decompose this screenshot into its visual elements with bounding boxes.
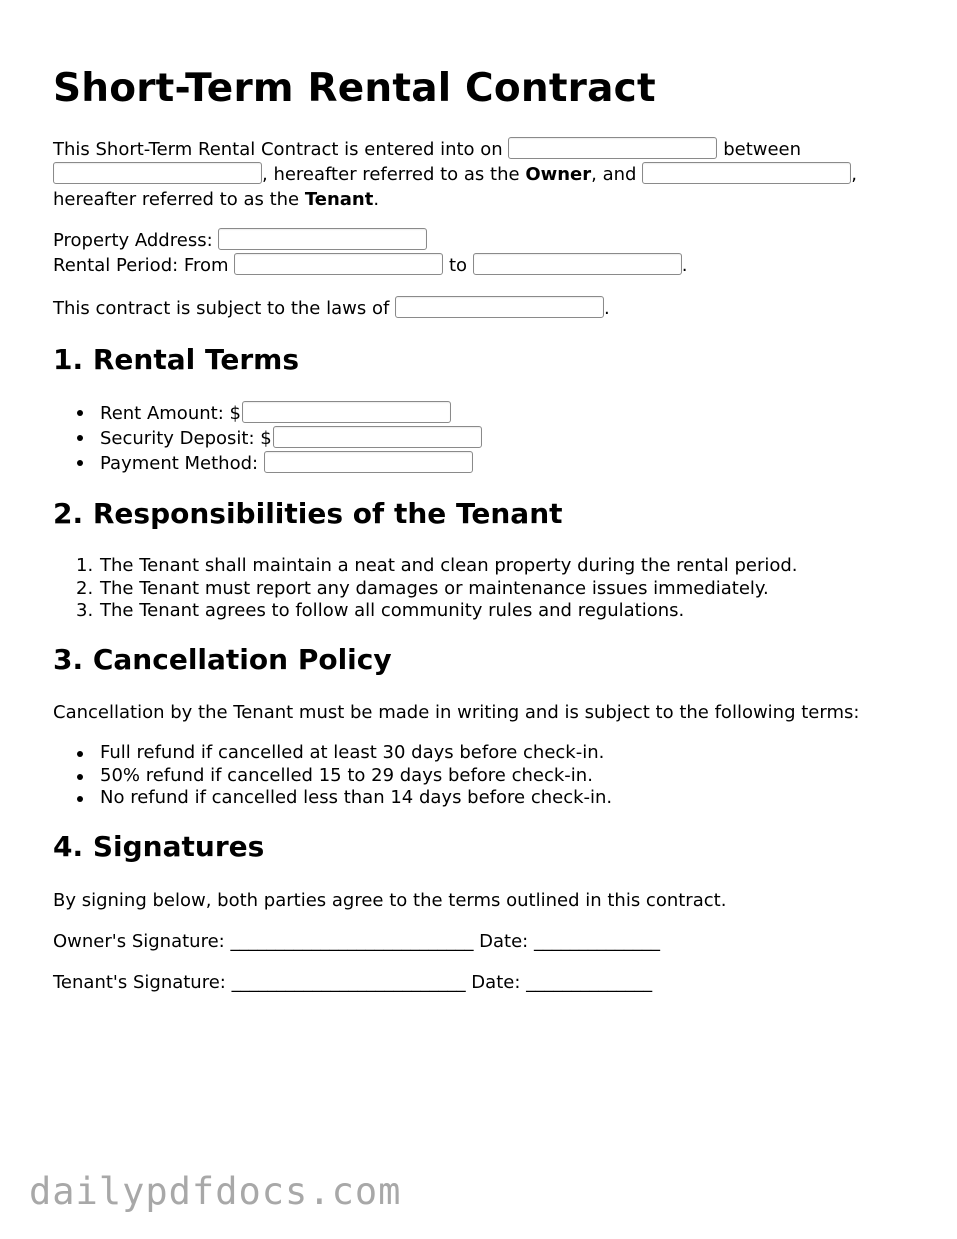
tenant-signature-line: Tenant's Signature: __________________________ Date: ______________ — [53, 972, 653, 993]
page-title: Short-Term Rental Contract — [53, 66, 656, 111]
signatures-intro: By signing below, both parties agree to the terms outlined in this contract. — [53, 890, 727, 911]
list-item — [53, 555, 798, 578]
list-item — [53, 578, 798, 601]
intro-text: between — [723, 139, 802, 160]
jurisdiction-field[interactable] — [395, 296, 604, 318]
item-number: 3. — [76, 600, 94, 621]
item-text: The Tenant must report any damages or maintenance issues immediately. — [100, 577, 769, 599]
item-number: 2. — [76, 577, 94, 599]
list-item — [53, 451, 482, 476]
item-text: The Tenant agrees to follow all community rules and regulations. — [100, 600, 685, 621]
rental-period-from-label: Rental Period: From — [53, 255, 229, 276]
security-deposit-label: Security Deposit: $ — [100, 428, 272, 449]
rental-period-to-label: to — [448, 255, 468, 276]
intro-text: hereafter referred to as the — [53, 189, 300, 210]
property-address-label: Property Address: — [53, 230, 213, 251]
intro-text: , hereafter referred to as the — [262, 164, 520, 185]
laws-end-text: . — [604, 298, 610, 319]
rental-start-field[interactable] — [234, 253, 443, 275]
owner-term: Owner — [525, 164, 592, 185]
section-heading-cancellation: 3. Cancellation Policy — [53, 643, 392, 676]
property-rental-block — [53, 228, 688, 278]
list-item — [53, 426, 482, 451]
list-item: Full refund if cancelled at least 30 days before check-in. — [53, 742, 612, 765]
payment-method-label: Payment Method: — [100, 453, 259, 474]
intro-text: , and — [591, 164, 637, 185]
property-address-field[interactable] — [218, 228, 427, 250]
list-item: No refund if cancelled less than 14 days before check-in. — [53, 787, 612, 810]
rental-end-field[interactable] — [473, 253, 682, 275]
rental-terms-list — [53, 401, 482, 476]
section-heading-responsibilities: 2. Responsibilities of the Tenant — [53, 497, 563, 530]
cancellation-list — [53, 742, 612, 810]
intro-text: . — [373, 189, 380, 210]
list-item: 50% refund if cancelled 15 to 29 days before check-in. — [53, 765, 612, 788]
intro-text: , — [851, 164, 857, 185]
payment-method-field[interactable] — [264, 451, 473, 473]
owner-name-field[interactable] — [53, 162, 262, 184]
contract-date-field[interactable] — [508, 137, 717, 159]
watermark: dailypdfdocs.com — [29, 1170, 402, 1213]
intro-paragraph — [53, 137, 857, 212]
list-item — [53, 401, 482, 426]
tenant-term: Tenant — [304, 189, 374, 210]
security-deposit-field[interactable] — [273, 426, 482, 448]
cancellation-intro: Cancellation by the Tenant must be made in writing and is subject to the following terms: — [53, 702, 860, 723]
laws-line — [53, 296, 610, 321]
item-text: The Tenant shall maintain a neat and clean property during the rental period. — [100, 555, 798, 576]
rent-amount-field[interactable] — [242, 401, 451, 423]
item-number: 1. — [76, 555, 94, 576]
responsibilities-list — [53, 555, 798, 623]
list-item — [53, 600, 798, 623]
rent-amount-label: Rent Amount: $ — [100, 403, 241, 424]
owner-signature-line: Owner's Signature: ___________________________ Date: ______________ — [53, 931, 660, 952]
intro-text: This Short-Term Rental Contract is entered into on — [53, 139, 503, 160]
section-heading-rental-terms: 1. Rental Terms — [53, 343, 299, 376]
section-heading-signatures: 4. Signatures — [53, 830, 265, 863]
period-end-text: . — [681, 255, 688, 276]
tenant-name-field[interactable] — [642, 162, 851, 184]
laws-label: This contract is subject to the laws of — [53, 298, 390, 319]
